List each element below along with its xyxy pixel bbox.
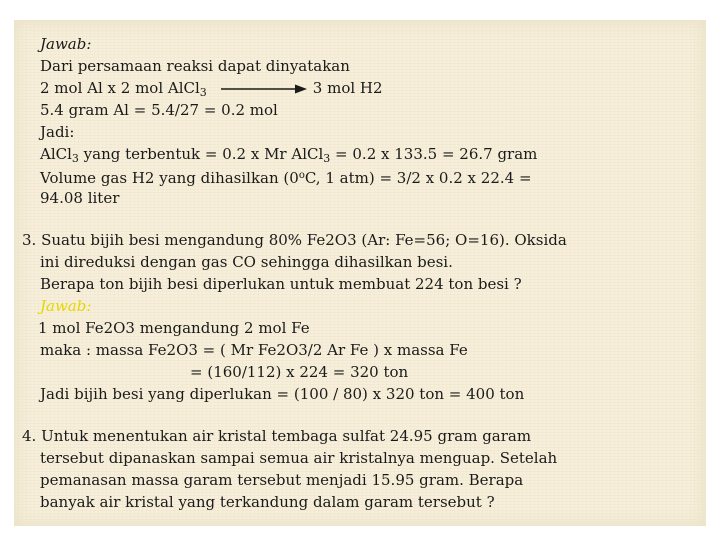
alcl3-text-mid: yang terbentuk = 0.2 x Mr AlCl — [78, 145, 324, 163]
reaction-equation — [40, 77, 383, 99]
question-3-answer-3: = (160/112) x 224 = 320 ton — [190, 363, 409, 381]
question-3-jawab-label: Jawab: — [40, 297, 92, 315]
volume-result: 94.08 liter — [40, 189, 120, 207]
alcl3-result-line — [40, 143, 537, 165]
degree-superscript: o — [298, 170, 305, 181]
question-4-line-3: pemanasan massa garam tersebut menjadi 15.95 gram. Berapa — [40, 471, 524, 489]
al-mole-line: 5.4 gram Al = 5.4/27 = 0.2 mol — [40, 101, 278, 119]
question-3-answer-4: Jadi bijih besi yang diperlukan = (100 / 80) x 320 ton = 400 ton — [40, 385, 525, 403]
question-4-line-4: banyak air kristal yang terkandung dalam garam tersebut ? — [40, 493, 495, 511]
question-3-answer-1: 1 mol Fe2O3 mengandung 2 mol Fe — [38, 319, 310, 337]
question-4-line-2: tersebut dipanaskan sampai semua air kristalnya menguap. Setelah — [40, 449, 558, 467]
reaction-right: 3 mol H2 — [312, 79, 383, 97]
answer-intro: Dari persamaan reaksi dapat dinyatakan — [40, 57, 350, 75]
question-4-line-1: 4. Untuk menentukan air kristal tembaga sulfat 24.95 gram garam — [22, 427, 532, 445]
question-3-line-1: 3. Suatu bijih besi mengandung 80% Fe2O3 (Ar: Fe=56; O=16). Oksida — [22, 231, 567, 249]
jadi-label: Jadi: — [40, 123, 75, 141]
reaction-arrow-icon — [221, 83, 307, 95]
alcl3-text: AlCl — [40, 145, 72, 163]
question-3-line-3: Berapa ton bijih besi diperlukan untuk membuat 224 ton besi ? — [40, 275, 522, 293]
volume-text: Volume gas H2 yang dihasilkan (0 — [40, 169, 299, 187]
reaction-left: 2 mol Al x 2 mol AlCl — [40, 79, 200, 97]
alcl3-subscript: 3 — [71, 152, 79, 165]
volume-text-end: C, 1 atm) = 3/2 x 0.2 x 22.4 = — [304, 169, 532, 187]
question-3-answer-2: maka : massa Fe2O3 = ( Mr Fe2O3/2 Ar Fe ) x massa Fe — [40, 341, 468, 359]
alcl3-subscript-2: 3 — [323, 152, 331, 165]
question-3-line-2: ini direduksi dengan gas CO sehingga dihasilkan besi. — [40, 253, 453, 271]
volume-line — [40, 165, 532, 187]
alcl3-text-end: = 0.2 x 133.5 = 26.7 gram — [330, 145, 538, 163]
reaction-left-subscript: 3 — [199, 86, 207, 99]
jawab-label: Jawab: — [40, 35, 92, 53]
